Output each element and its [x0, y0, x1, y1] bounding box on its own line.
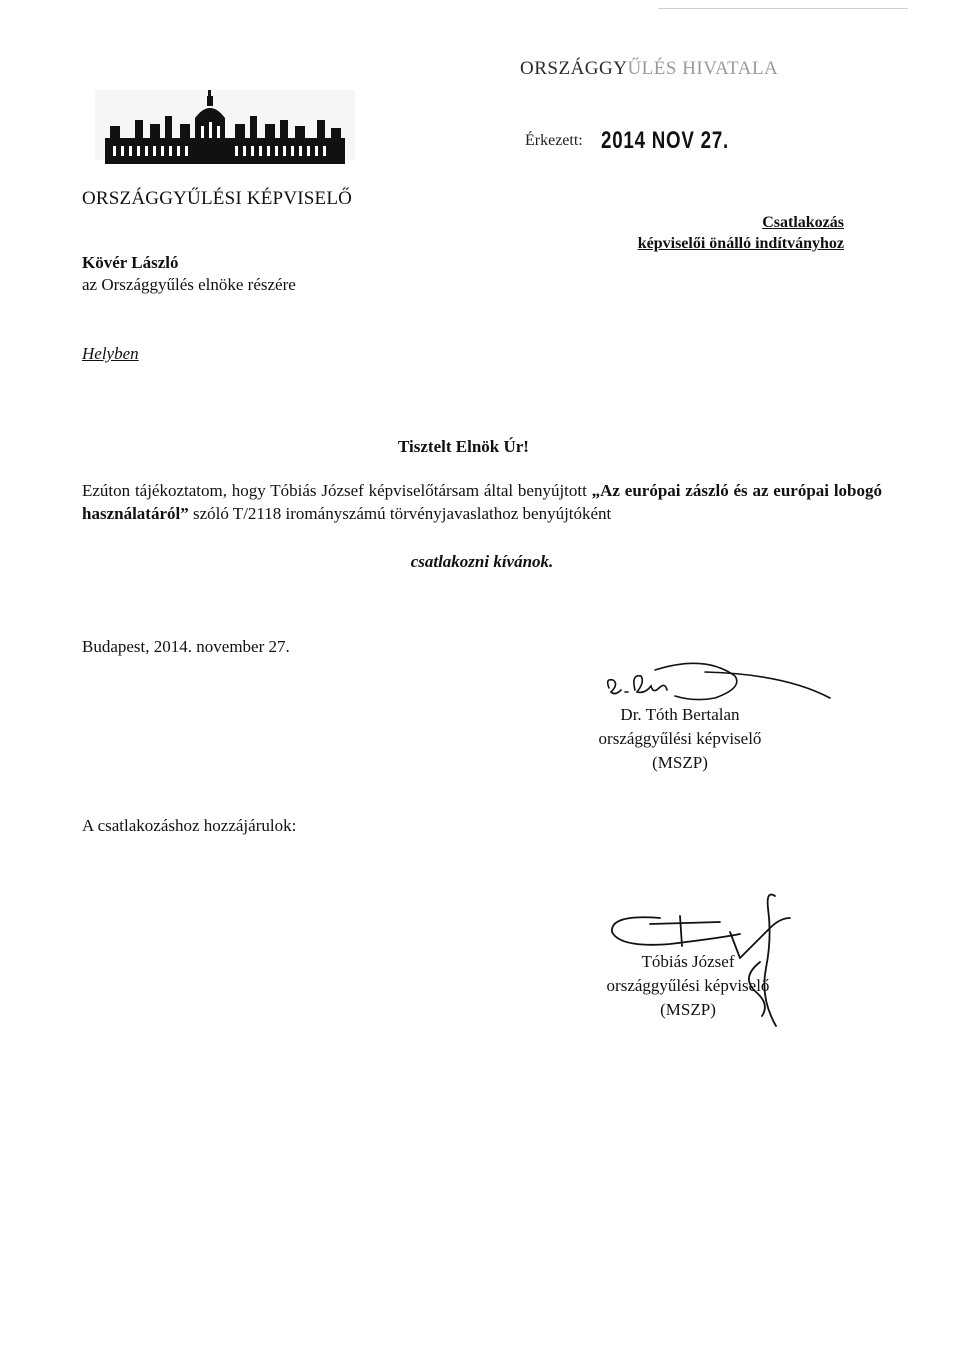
bill-title: „Az európai zászló és az európai lobogó használatáról” — [82, 481, 882, 523]
received-label: Érkezett: — [525, 132, 583, 149]
subject-block — [592, 212, 844, 254]
recipient-title: az Országgyűlés elnöke részére — [82, 275, 296, 294]
received-date: 2014 NOV 27. — [600, 127, 729, 154]
signer-2-role: országgyűlési képviselő — [606, 976, 770, 995]
closing-phrase: csatlakozni kívánok. — [410, 552, 554, 571]
subject-line-2: képviselői önálló indítványhoz — [637, 235, 844, 252]
signer-block-1 — [570, 703, 790, 775]
signer-1-role: országgyűlési képviselő — [598, 729, 762, 748]
letter-body — [82, 479, 882, 525]
registry-stamp — [520, 58, 778, 80]
top-rule — [658, 8, 908, 9]
subject-line-1: Csatlakozás — [762, 214, 844, 231]
recipient-block — [82, 252, 296, 296]
org-title: ORSZÁGGYŰLÉSI KÉPVISELŐ — [82, 188, 353, 209]
stamp-title-visible: ORSZÁGGY — [520, 58, 628, 79]
salutation: Tisztelt Elnök Úr! — [398, 437, 529, 456]
received-row — [525, 127, 765, 155]
body-part-2: szóló T/2118 irományszámú törvényjavaslathoz benyújtóként — [188, 504, 612, 523]
body-part-1: Ezúton tájékoztatom, hogy Tóbiás József képviselőtársam által benyújtott — [82, 481, 592, 500]
recipient-location: Helyben — [82, 344, 139, 363]
signer-2-name: Tóbiás József — [641, 952, 735, 971]
place-date: Budapest, 2014. november 27. — [82, 637, 290, 656]
signature-tobias — [590, 888, 820, 1028]
signer-1-party: (MSZP) — [652, 753, 708, 772]
parliament-building-logo — [95, 90, 355, 172]
signer-1-name: Dr. Tóth Bertalan — [620, 705, 740, 724]
stamp-title-faded: ŰLÉS HIVATALA — [627, 58, 779, 79]
recipient-name: Kövér László — [82, 253, 179, 272]
signer-2-party: (MSZP) — [660, 1000, 716, 1019]
consent-label: A csatlakozáshoz hozzájárulok: — [82, 816, 297, 835]
